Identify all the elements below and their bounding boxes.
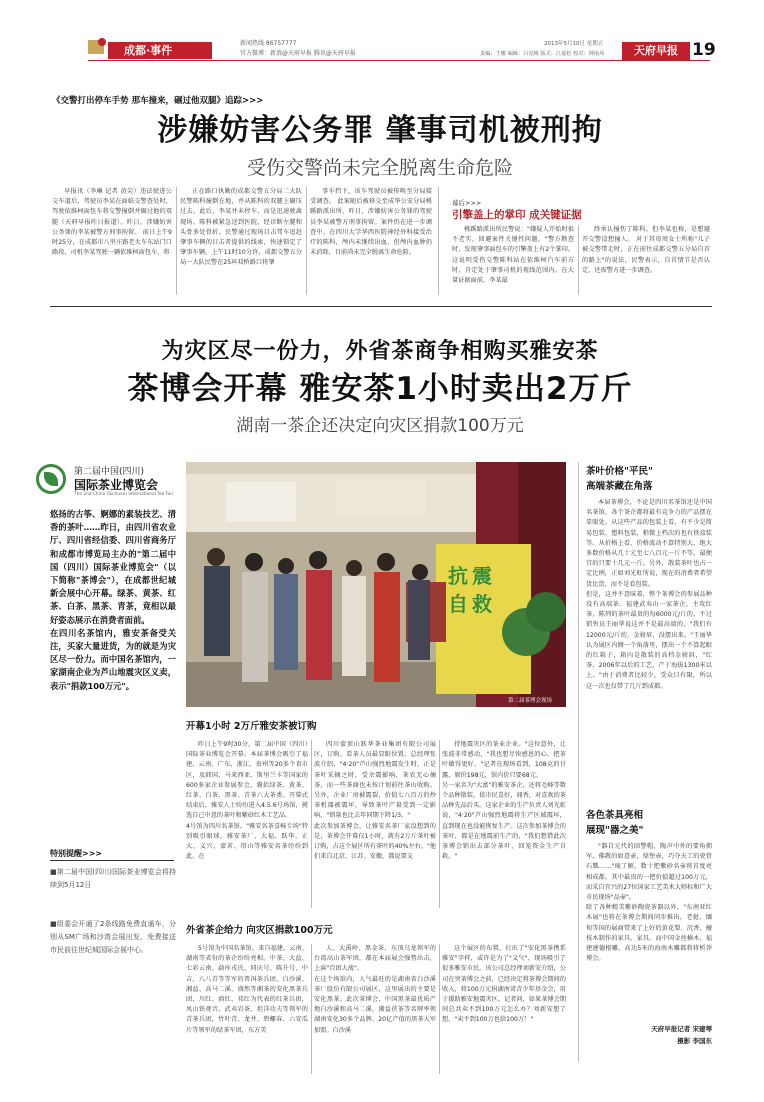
article1-col5: 终承认撞伤了陈科。但李某也称，是想避开交警设想撞人。 对于其母周女士所称"儿子被交警带走时，正在前往成都交警五分局自首的路上"的说法，民警表示，自首情节是否认定，还需警方进一步调查。: [582, 226, 710, 274]
column-rule: [306, 187, 307, 295]
article2-sec2-col3: 这个展区的布置，打出了"安化黑茶携系雅安"字样，或许是为了"义气"，现场吸引了很多雅安市民。该公司总经理刘新安介绍，公司在突茶博会之前，已经决定将茶博会期间的收入，将100万元捐湖南省青少年基金会，用于援助雅安地震灾区。记者问，如果茶博会期间总共卖不到100万元怎么办？刘新安想了想，"卖不到100万也给100万！": [442, 945, 566, 1024]
article2-subhead: 湖南一茶企还决定向灾区捐款100万元: [236, 416, 524, 436]
photo-banner-char: 抗: [448, 564, 468, 588]
photo-banner-char: 自: [448, 592, 468, 616]
column-rule: [311, 740, 312, 908]
header-rule: [88, 60, 710, 61]
article1-col2: 正在路口执勤的成都交警五分局二大队民警陈科撞倒在地，并从陈科的双腿上碾压过去。此后，李某并未停车，而是迅速驶离现场。陈科被紧急送到医院，经诊断左腿和头骨多处骨折。民警通过现场目击驾车追赶肇事车辆的目击者提供的线索，快速锁定了肇事车辆。上午11时10分许，成都交警五分局一大队民警在25环双桥路口将肇: [180, 188, 302, 267]
article2-lead: 悠扬的古筝、婀娜的素装技艺、清香的茶叶……昨日，由四川省农业厅、四川省经信委、四川省商务厅和成都市博览局主办的"第二届中国（四川）国际茶业博览会"（以下简称"茶博会"），在成都世纪城新会展中心开幕。绿茶、黄茶、红茶、白茶、黑茶、青茶，竟相以最好姿态展示在消费者面前。 在四川名茶馆内，雅安茶备受关注，买家大量进货，为的就是为灾区尽一份力。而中国名茶馆内，一家湖南企业为芦山地震灾区义卖，表示"捐款100万元"。: [50, 509, 176, 691]
page-number: 19: [692, 40, 716, 60]
sidebar2-head-line1: 各色茶具亮相: [586, 810, 644, 821]
expo-name-line2: 国际茶业博览会: [74, 478, 159, 492]
issue-date: 2013年5月10日 星期五: [544, 41, 604, 47]
paper-logo-dot-icon: [98, 38, 106, 46]
expo-name-en: The 2nd China (Sichuan) International Tea Fair: [74, 492, 174, 497]
article2-sec2-head: 外省茶企给力 向灾区捐款100万元: [186, 925, 333, 936]
photo-banner-char: 震: [472, 564, 492, 588]
notice-rule: [50, 860, 174, 861]
article1-kicker: 《交警打出停车手势 那车撞来，碾过他双腿》追踪>>>: [52, 96, 264, 106]
notice-item-2: ■组委会开通了2条线路免费直通车，分别从SM广场和沙湾会展出发，免费接送市民前往世纪城国际会展中心。: [50, 920, 176, 954]
article2-sec2-col2: 人、大禹岭、黑金茶、东顶乌龙领军的台湾高山茶军团，都在本届展会强势出击，上演"百团大战"。 在这个场馆内，人气最旺的是湖南省白沙溪茶厂股份有限公司展区，这里展出的主要是安化黑茶。此次茶博会，中国黑茶最优质产地白沙溪和高马二溪，湘益茯茶等名牌率领湖南安化30多个品牌、20亿产值的黑茶大军加盟。白沙溪: [314, 945, 436, 1034]
article1-mid-kicker: 幕后>>>: [452, 199, 482, 207]
article1-col4: 桃蹊路派出所民警说："嫌疑人开始时很不老实，回避案件关键性问题。"警方勘查时，发现肇事面包车的引擎盖上有2个掌印。这说明受伤交警陈科站在依维柯汽车前方时，肯定处于肇事司机的视线范围内。在大量证据面前，李某最: [452, 226, 574, 285]
article2-top-head: 为灾区尽一份力，外省茶商争相购买雅安茶: [161, 339, 599, 364]
column-rule: [439, 944, 440, 1074]
column-rule: [439, 740, 440, 908]
expo-name-line1: 第二届中国(四川): [74, 467, 145, 477]
article1-subhead: 受伤交警尚未完全脱离生命危险: [246, 157, 513, 179]
article2-sec1-col1: 昨日上午9时30分，第二届中国（四川）国际茶业博览会开幕。本届茶博会吸引了福建、云南、广东、浙江、贵州等20多个省市区，及韩国、马来西亚、斯里兰卡等国家的600多家企业参展参会，囊括绿茶、黄茶、红茶、白茶、黑茶、青茶六大茶类。开幕式结束后，雅安人士纷纷进入4.5.6号场馆，挑选自己中意的茶叶和紫砂红木工艺品。 4号馆为四川名茶馆。"雅安名茶喜畅专场"特别吸引眼球，雅安茶厂、大福、跃华、正大、义兴、蒙茗、塔山等雅安名茶纷纷到此。在: [186, 741, 308, 861]
byline-photographer: 摄影 李国东: [677, 1037, 712, 1045]
column-rule: [311, 944, 312, 1074]
article2-sec2-col1: 5号馆为中国名茶馆，来自福建、云南、湖南等省份的茶企纷纷亮相。中茶、大益、七彩云南、勐库戎氏、同庆号、陈升号、中吉、八八青等等军的普洱茶兵团，白沙溪、湘益、高马二溪、盛然等湘茶的安化黑茶兵团，川红、滇红、祁红为代表的红茶兵团，凤山铁观音、武夷岩茶、坦洋功夫等领军的青茶兵团，竹叶青、龙井、碧螺春、六安瓜片等领军的绿茶军团，东方美: [186, 945, 308, 1034]
article2-sec1-col3: 持地震灾区的茶业企业。"这位意外，让张波非常感动，"我也想尽快感恩的心，把茶叶做得更好。"记者在现场看到，108克的甘露，原价198元，馆内价只要68元。 另一家名为"大富"的雅安茶企，还将毛峰等数个品种散装。依市民喜好，闻香，对喜欢的茶品种先品后买。这家企业的生产负责人刘光虹说，"4·20"芦山强烈地震将生产区域震坏，直到现在也没能恢复生产。这次参加茶博会的茶叶，都是在地震前生产的，"我们想借此次茶博会销出去部分茶叶，回笼资金生产自救。": [442, 741, 566, 861]
byline-reporter: 天府早报记者 宋建琴: [651, 1025, 712, 1033]
column-rule: [578, 225, 579, 295]
editors: 责编：王娜 编辑：吕克梅 版式：江嘉松 校对：钟南风: [480, 51, 605, 57]
expo-scene-illustration: [186, 462, 566, 707]
sidebar2-head-line2: 展现"器之美": [586, 825, 644, 836]
sidebar-rule: [578, 462, 579, 1062]
notice-item-1: ■第二届中国(四川)国际茶业博览会将持续到5月12日: [50, 868, 176, 889]
article1-headline: 涉嫌妨害公务罪 肇事司机被刑拘: [157, 113, 603, 148]
article2-headline: 茶博会开幕 雅安茶1小时卖出2万斤: [127, 371, 633, 407]
article1-mid-head: 引擎盖上的掌印 成关键证据: [452, 209, 582, 221]
column-rule: [176, 187, 177, 295]
sidebar2-text: "器自元代的回警帽，陶声中外的要角拥军，佛教的如意壶，鼎堡壶，巧夺天工的瓷骨石瓢……"琉了解，数十把紫砂名壶将首度亮相成都，其中最贵的一把价值超过100万元，而采自宜兴的27位国家工艺美术大师标和广大市民现场"品壶"。 除了各种精美紫砂陶瓷茶器以外，"东南亚红木展"也将在茶博会期间同步推出，老挝、缅甸等国的展商带来了上好的黄花梨、沉香、檀枝木制作的家具、家具。而中国金丝楠木、福建建德根雕，高达5米的海南木雕都将将析莽博会。: [586, 843, 712, 963]
photo-banner-char: 救: [472, 592, 492, 616]
photo-caption: 第二届茶博会现场: [508, 698, 553, 704]
sidebar1-head-line2: 高端茶藏在角落: [586, 481, 653, 492]
sidebar1-text: 本届茶博会，不论是四川名茶馆还是中国名茶馆，各个茶企都将最有竞争力的产品摆在显眼处。从这些产品的包装上看，有不少是简易包装、塑料包装，稍微上档次的也有铁盒装等。从价格上看，价格波动不算特别大，绝大多数价格从几十元至七八百元一斤不等，最便宜的只要十几元一斤。另外，散装茶叶也占一定比例，正如刘光虹所说，现在的消费者希望货比货，而不是看包装。 但是，这并不意味着，整个茶博会的参展品种没有高端茶。福建武夷山一家茶企，主攻红茶，陈列的茶叶最贵的每6000元/斤的，不过销售员王丽华说这并不是最高端的，"我们有12000元/斤的，金骏眉，没摆出来。"王丽华认为展区内侧一个角落里，摆出一个不算起眼的红箱子，箱内是散装的高档金骏眉，"红茶，2006年以后的工艺，产于海拔1300米以上。"由于消费者比较少，受众目有限，所以这一次也仅带了几斤到成都。: [586, 499, 712, 690]
sidebar1-head-line1: 茶叶价格"平民": [586, 466, 653, 477]
hotline: 新闻热线 86757777: [240, 40, 297, 47]
article1-col1: 早报讯（李琳 记者 黄尖）违法驶进公交车道后，驾驶员李某在面临交警查处时，驾驶依维柯面包车将交警撞倒并碾过他的双腿（天府早报昨日报道）。昨日，涉嫌妨害公务罪的李某被警方刑事拘留。 前日上午9时25分，在成都市八里庄路老火车东站门口路段，司机李某驾驶一辆依维柯面包车，将: [52, 188, 172, 257]
article-divider: [50, 306, 712, 307]
section-tab: 成都·事件: [108, 42, 212, 59]
expo-photo: [186, 462, 566, 707]
brand-logo: 天府早报: [622, 42, 690, 60]
column-rule: [438, 187, 439, 295]
weibo: 官方微博：新浪@天府早报 腾讯@天府早报: [240, 50, 356, 57]
notice-heading: 特别提醒>>>: [50, 849, 103, 858]
article2-sec1-col2: 四川蒙顶山跃华茶业集团有限公司展区，订购、看茶人员最显眼位置。总经理张波介绍，"4·20"芦山强烈地震发生时，正是茶叶采摘之时，受余震影响，茶农无心摘茶，而一些茶商也未按计划前往茶山收购。另外，企业厂房被震裂，价值七八百万的炒茶机器被震坏，导致茶叶产量受到一定影响，"销量也比去年同期下降1/3。" 此次参加茶博会，让雅安名茶厂家没想到的是，茶博会开幕仅1小时，就有2万斤茶叶被订购，占这个展区所有茶叶的40%左右。"他们来自北京、江苏、安徽，都说要支: [314, 741, 436, 861]
article1-col3: 事车挡下，该车驾驶员被传唤至分局接受调查。 此案随后被移交至成华公安分局桃蹊路派出所，昨日，涉嫌妨害公务罪的驾驶员李某被警方刑事拘留。案件仍在进一步调查中。在四川大学华西医院神经外科接受治疗的陈科，颅内未继续出血，但颅内血肿仍未消除，目前尚未完全脱离生命危险。: [310, 188, 432, 257]
article2-sec1-head: 开幕1小时 2万斤雅安茶被订购: [186, 721, 317, 732]
